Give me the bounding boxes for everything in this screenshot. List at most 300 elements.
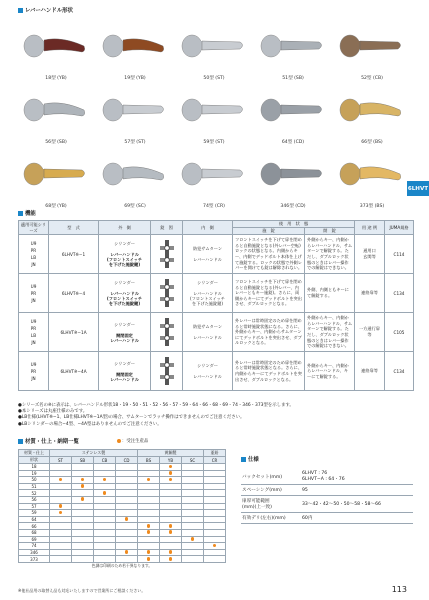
material-row-label: 74 — [19, 543, 50, 550]
made-to-order-dot-icon — [103, 491, 107, 495]
spec-value: 33〜42・42〜50・50〜58・58〜66 — [301, 496, 413, 513]
handle-lever — [360, 41, 401, 50]
section-marker-icon — [18, 439, 23, 444]
material-cell — [94, 549, 116, 556]
lock-diagram-part — [164, 246, 168, 250]
material-cell — [182, 536, 204, 543]
material-cell — [50, 523, 72, 530]
mat-col-header: SB — [72, 457, 94, 464]
material-row — [19, 536, 226, 543]
handle-lever — [281, 105, 322, 114]
application-cell: 通用口 玄関等 — [355, 235, 385, 274]
material-cell — [204, 464, 226, 471]
handle-lever — [202, 105, 243, 114]
material-cell — [138, 529, 160, 536]
spec-label: 扉厚可能範囲 (mm)(上一致) — [241, 496, 301, 513]
material-row-label: 50 — [19, 477, 50, 484]
material-cell — [116, 496, 138, 503]
lock-desc-cell: フロントスイッチを下げて扉を閉めると自動施錠となる(外レバー空転)ロックの状態となる。内側からキー、内側でデッドボルト本体を上げて施錠する。ロックの状態で外側レバーを開けても錠は解除されない。 — [233, 235, 305, 274]
material-cell — [160, 470, 182, 477]
material-cell — [138, 536, 160, 543]
made-to-order-dot-icon — [147, 524, 151, 528]
lock-diagram-part — [165, 357, 169, 385]
material-row-label: 69 — [19, 536, 50, 543]
material-cell — [160, 536, 182, 543]
material-cell — [116, 510, 138, 517]
handle-lever — [44, 39, 85, 52]
lever-handle — [176, 18, 252, 81]
outside-cell — [99, 313, 151, 352]
made-to-order-dot-icon — [103, 478, 107, 482]
series-cell: U9 PR LB JN — [19, 313, 49, 352]
outside-cell — [99, 352, 151, 391]
lever-handle-image — [259, 24, 327, 70]
handle-lever — [123, 39, 164, 52]
lever-handle — [334, 18, 410, 81]
lever-handle-image — [101, 152, 169, 198]
series-cell: U9 PR JN — [19, 352, 49, 391]
material-row — [19, 503, 226, 510]
lever-handle-caption: 66型 (BS) — [361, 140, 383, 145]
made-to-order-dot-icon — [125, 517, 129, 521]
material-cell — [160, 549, 182, 556]
material-cell — [94, 490, 116, 497]
material-cell — [160, 496, 182, 503]
mat-header-brass: 黄銅製 — [138, 450, 204, 457]
lock-desc-cell: 外レバーは常時固定のため扉を閉めると常時施錠状態となる。さらに、内側からキーにてデッドボルトを突出させ、ダブルロックとなる。 — [233, 352, 305, 391]
lever-handle-caption: 50型 (ST) — [203, 76, 225, 81]
material-cell — [138, 470, 160, 477]
material-cell — [160, 464, 182, 471]
outside-bottom: レバーハンドル (フロントスイッチ を下げた施錠鍵) — [106, 252, 143, 267]
material-row — [19, 483, 226, 490]
material-cell — [160, 483, 182, 490]
type-cell: 6LHVT※−4 — [49, 274, 99, 313]
note-line: ●LBシリンダーの場合−4型、−4A型はありませんのでご注意ください。 — [18, 421, 162, 427]
series-cell: U9 PR LB JN — [19, 235, 49, 274]
inside-bottom: レバーハンドル — [193, 335, 222, 340]
mat-col-header: YB — [160, 457, 182, 464]
material-cell — [116, 549, 138, 556]
material-cell — [94, 510, 116, 517]
spec-row — [241, 469, 413, 485]
handle-lever — [44, 169, 85, 178]
type-cell: 6LHVT※−1 — [49, 235, 99, 274]
spec-label: バックセット(mm) — [241, 469, 301, 485]
material-cell — [72, 503, 94, 510]
material-cell — [182, 529, 204, 536]
material-cell — [50, 529, 72, 536]
material-cell — [182, 496, 204, 503]
material-cell — [72, 470, 94, 477]
lever-handle — [255, 18, 331, 81]
inside-top: 防犯サムターン — [192, 324, 223, 329]
material-cell — [116, 543, 138, 550]
material-row — [19, 556, 226, 563]
material-row-label: 346 — [19, 549, 50, 556]
series-cell: U9 PR JN — [19, 274, 49, 313]
material-cell — [94, 470, 116, 477]
lever-handle — [97, 82, 173, 145]
material-cell — [116, 483, 138, 490]
material-cell — [72, 516, 94, 523]
col-header-inside: 内 側 — [183, 221, 233, 235]
material-cell — [94, 483, 116, 490]
material-cell — [182, 477, 204, 484]
inside-bottom: レバーハンドル (フロントスイッチ を下げた施錠鍵) — [190, 291, 225, 306]
handle-lever — [281, 41, 322, 50]
material-cell — [72, 536, 94, 543]
material-cell — [72, 543, 94, 550]
col-header-jma: JUMA規格 — [385, 221, 414, 235]
material-cell — [50, 496, 72, 503]
lever-handle — [334, 146, 410, 209]
outside-cell — [99, 235, 151, 274]
lock-diagram-part — [164, 375, 168, 379]
material-row-label: 19 — [19, 470, 50, 477]
inside-cell — [183, 274, 233, 313]
handle-lever — [360, 103, 401, 116]
material-cell — [204, 516, 226, 523]
col-header-type: 型 式 — [49, 221, 99, 235]
material-cell — [94, 536, 116, 543]
material-cell — [138, 477, 160, 484]
lever-handle-image — [259, 152, 327, 198]
inside-cell — [183, 352, 233, 391]
spec-table — [241, 469, 413, 524]
lever-handle-caption: 59型 (ST) — [203, 140, 225, 145]
lever-handle-caption: 373型 (BS) — [359, 204, 385, 209]
material-cell — [50, 543, 72, 550]
outside-bottom: 開閉固定 レバーハンドル — [110, 371, 139, 382]
side-index-tab[interactable]: 6LHVT — [407, 181, 429, 196]
lever-handle-image — [22, 152, 90, 198]
handle-lever — [202, 169, 243, 178]
col-header-series: 適用可能シリーズ — [19, 221, 49, 235]
material-cell — [138, 556, 160, 563]
jma-cell: C134 — [385, 352, 414, 391]
lever-handle-caption: 18型 (YB) — [45, 76, 67, 81]
lever-handle-caption: 74型 (CR) — [203, 204, 225, 209]
material-cell — [182, 490, 204, 497]
material-row — [19, 529, 226, 536]
material-cell — [72, 529, 94, 536]
lever-handle — [18, 146, 94, 209]
inside-top: 防犯サムターン — [192, 246, 223, 251]
handle-lever — [360, 167, 401, 180]
material-cell — [182, 483, 204, 490]
lock-diagram-part — [164, 285, 168, 289]
material-cell — [50, 470, 72, 477]
material-cell — [182, 549, 204, 556]
mat-col-header: SC — [182, 457, 204, 464]
function-row — [19, 313, 414, 352]
made-to-order-dot-icon — [169, 478, 173, 482]
material-cell — [204, 477, 226, 484]
outside-bottom: 開閉固定 レバーハンドル — [110, 332, 139, 343]
lever-handle-caption: 64型 (CD) — [281, 140, 305, 145]
material-row-label: 68 — [19, 529, 50, 536]
section-title-lever: レバーハンドル形状 — [18, 6, 73, 14]
diagram-cell — [151, 352, 183, 391]
lock-desc-cell: フロントスイッチを下げて扉を閉めると自動施錠となる(外レバー、内レバーともキー施錠)。さらに、両側からキーにてデッドボルトを突出させ、ダブルロックとなる。 — [233, 274, 305, 313]
spec-label: スペーシング(mm) — [241, 485, 301, 496]
note-line: ●シリーズ名の※に表示は、レバーハンドル形状18・19・50・51・52・56・57・59・64・66・68・69・74・346・373型を示します。 — [18, 403, 294, 408]
material-cell — [72, 483, 94, 490]
material-cell — [182, 523, 204, 530]
notes-block — [18, 403, 413, 428]
inside-bottom: レバーハンドル — [193, 257, 222, 262]
mat-col-header: ST — [50, 457, 72, 464]
lever-handle-image — [22, 88, 90, 134]
handle-row-1 — [18, 18, 413, 81]
material-cell — [138, 510, 160, 517]
material-cell — [204, 510, 226, 517]
material-cell — [72, 510, 94, 517]
lock-diagram-part — [164, 363, 168, 367]
lever-handle — [176, 82, 252, 145]
made-to-order-dot-icon — [147, 530, 151, 534]
made-to-order-dot-icon — [59, 478, 63, 482]
lever-handle-image — [259, 88, 327, 134]
made-to-order-dot-icon — [117, 439, 121, 443]
inside-cell — [183, 313, 233, 352]
note-line: ●LB仕様(LHVT※−1、LB仕様LHVT※−1A型)の場合、サムターンでラッチ操作はできませんのでご注意ください。 — [18, 415, 245, 421]
material-cell — [72, 549, 94, 556]
material-cell — [204, 543, 226, 550]
made-to-order-dot-icon — [147, 550, 151, 554]
material-cell — [204, 470, 226, 477]
handle-lever — [202, 41, 243, 50]
material-row — [19, 549, 226, 556]
mat-col-header: CR — [204, 457, 226, 464]
function-row — [19, 235, 414, 274]
material-cell — [182, 543, 204, 550]
jma-cell: C114 — [385, 235, 414, 274]
lever-handle-caption: 56型 (SB) — [45, 140, 67, 145]
lever-handle-image — [180, 88, 248, 134]
material-row — [19, 496, 226, 503]
material-cell — [160, 510, 182, 517]
material-cell — [204, 536, 226, 543]
material-cell — [204, 549, 226, 556]
mat-footer: 色調は印刷のため若干異なります。 — [91, 562, 153, 568]
material-cell — [50, 477, 72, 484]
footer-note: ※他社品用の取替え品も対応いたしますので営業所にご相談ください。 — [18, 588, 146, 593]
material-cell — [94, 496, 116, 503]
application-cell: 連絡扉等 — [355, 352, 385, 391]
application-cell: 一方通行扉等 — [355, 313, 385, 352]
made-to-order-dot-icon — [59, 511, 63, 515]
material-row — [19, 516, 226, 523]
jma-cell: C105 — [385, 313, 414, 352]
material-row-label: 66 — [19, 523, 50, 530]
mat-header-zinc: 亜鉛 — [204, 450, 226, 457]
inside-top: シリンダー — [197, 363, 218, 368]
outside-top: シリンダー — [114, 321, 135, 327]
material-row-label: 56 — [19, 496, 50, 503]
handle-lever — [123, 105, 164, 114]
made-to-order-dot-icon — [169, 550, 173, 554]
outside-bottom: レバーハンドル (フロントスイッチ を下げた施錠鍵) — [106, 291, 143, 306]
spec-value: 6LHVT : 76 6LHVT−A : 64・76 — [301, 469, 413, 485]
handle-lever — [281, 169, 322, 178]
diagram-cell — [151, 235, 183, 274]
made-to-order-dot-icon — [169, 557, 173, 561]
material-cell — [94, 464, 116, 471]
function-row — [19, 352, 414, 391]
material-cell — [138, 516, 160, 523]
section-title-function: 機能 — [18, 209, 36, 217]
diagram-cell — [151, 313, 183, 352]
material-row-label: 64 — [19, 516, 50, 523]
material-cell — [50, 490, 72, 497]
lever-handle-caption: 69型 (SC) — [124, 204, 146, 209]
jma-cell: C134 — [385, 274, 414, 313]
material-cell — [116, 503, 138, 510]
type-cell: 6LHVT※−1A — [49, 313, 99, 352]
material-row-label: 52 — [19, 490, 50, 497]
material-cell — [50, 536, 72, 543]
material-cell — [182, 464, 204, 471]
made-to-order-dot-icon — [81, 478, 85, 482]
lever-handle-image — [180, 24, 248, 70]
material-cell — [72, 477, 94, 484]
material-row — [19, 490, 226, 497]
outside-top: シリンダー — [114, 241, 135, 246]
material-cell — [160, 503, 182, 510]
col-header-lock: 施 錠 — [233, 228, 305, 235]
mat-header-form: 形状 — [19, 457, 50, 464]
col-header-usage: 使 用 状 態 — [233, 221, 355, 228]
made-to-order-dot-icon — [213, 544, 217, 548]
outside-top: シリンダー — [114, 280, 135, 285]
material-cell — [94, 543, 116, 550]
material-cell — [182, 516, 204, 523]
lever-handle-caption: 52型 (CB) — [361, 76, 383, 81]
material-cell — [204, 556, 226, 563]
material-cell — [138, 490, 160, 497]
material-cell — [116, 470, 138, 477]
application-cell: 連絡扉等 — [355, 274, 385, 313]
material-legend: ：受注生産品 — [117, 438, 148, 444]
material-row — [19, 543, 226, 550]
mat-col-header: BS — [138, 457, 160, 464]
lever-handle-caption: 68型 (YB) — [45, 204, 67, 209]
lever-handle — [18, 82, 94, 145]
handle-row-3 — [18, 146, 413, 209]
lock-diagram-part — [165, 318, 169, 346]
material-cell — [72, 496, 94, 503]
made-to-order-dot-icon — [169, 471, 173, 475]
material-cell — [94, 523, 116, 530]
material-cell — [160, 523, 182, 530]
material-row — [19, 510, 226, 517]
type-cell: 6LHVT※−4A — [49, 352, 99, 391]
made-to-order-dot-icon — [147, 557, 151, 561]
material-cell — [116, 523, 138, 530]
unlock-desc-cell: 外側、内側ともキーにて解錠する。 — [305, 274, 355, 313]
material-cell — [138, 503, 160, 510]
unlock-desc-cell: 外側からキー、内側からレバーハンドル、サムターンで解錠する。ただし、ダブルロック状態のときはレバー操作での解錠はできない。 — [305, 313, 355, 352]
made-to-order-dot-icon — [191, 537, 195, 541]
material-cell — [160, 556, 182, 563]
material-cell — [50, 464, 72, 471]
lever-handle — [18, 18, 94, 81]
material-row — [19, 523, 226, 530]
section-marker-icon — [18, 211, 23, 216]
spec-row — [241, 485, 413, 496]
lever-handle-caption: 51型 (SB) — [282, 76, 304, 81]
material-cell — [50, 483, 72, 490]
material-cell — [160, 477, 182, 484]
material-cell — [204, 503, 226, 510]
lock-diagram-icon — [156, 356, 178, 386]
material-cell — [138, 523, 160, 530]
lever-handle-caption: 19型 (YB) — [124, 76, 146, 81]
material-cell — [116, 536, 138, 543]
inside-top: シリンダー — [197, 280, 218, 285]
material-cell — [116, 516, 138, 523]
lever-handle-caption: 57型 (ST) — [124, 140, 146, 145]
outside-cell — [99, 274, 151, 313]
made-to-order-dot-icon — [81, 484, 85, 488]
unlock-desc-cell: 外側からキー、内側からレバーハンドル、キーにて解錠する。 — [305, 352, 355, 391]
material-row-label: 373 — [19, 556, 50, 563]
material-cell — [182, 470, 204, 477]
function-row — [19, 274, 414, 313]
lever-handle — [97, 146, 173, 209]
mat-header-material: 材質・仕上 — [19, 450, 50, 457]
lever-handle-image — [338, 24, 406, 70]
spec-value: 60内 — [301, 513, 413, 524]
lever-handle-image — [101, 24, 169, 70]
made-to-order-dot-icon — [125, 550, 129, 554]
material-row — [19, 464, 226, 471]
lever-handle — [334, 82, 410, 145]
lever-handle — [255, 146, 331, 209]
lock-diagram-part — [165, 279, 169, 307]
material-cell — [50, 549, 72, 556]
col-header-unlock: 開 錠 — [305, 228, 355, 235]
material-table — [18, 449, 226, 569]
material-cell — [138, 496, 160, 503]
lever-handle — [255, 82, 331, 145]
col-header-application: 用 途 例 — [355, 221, 385, 235]
material-cell — [50, 516, 72, 523]
note-line: ●本シリーズは丸座仕様のみです。 — [18, 409, 88, 415]
material-cell — [204, 529, 226, 536]
lever-handle — [176, 146, 252, 209]
spec-value: 95 — [301, 485, 413, 496]
lock-diagram-part — [164, 324, 168, 328]
material-cell — [116, 464, 138, 471]
mat-header-stainless: ステンレス製 — [50, 450, 138, 457]
material-cell — [94, 516, 116, 523]
col-header-outside: 外 側 — [99, 221, 151, 235]
material-cell — [160, 543, 182, 550]
lock-diagram-part — [165, 240, 169, 268]
material-cell — [50, 556, 72, 563]
material-cell — [138, 543, 160, 550]
section-title-spec: 仕様 — [241, 455, 259, 463]
material-cell — [94, 477, 116, 484]
lock-diagram-part — [164, 297, 168, 301]
made-to-order-dot-icon — [59, 504, 63, 508]
made-to-order-dot-icon — [169, 524, 173, 528]
material-cell — [50, 503, 72, 510]
material-row-label: 57 — [19, 503, 50, 510]
